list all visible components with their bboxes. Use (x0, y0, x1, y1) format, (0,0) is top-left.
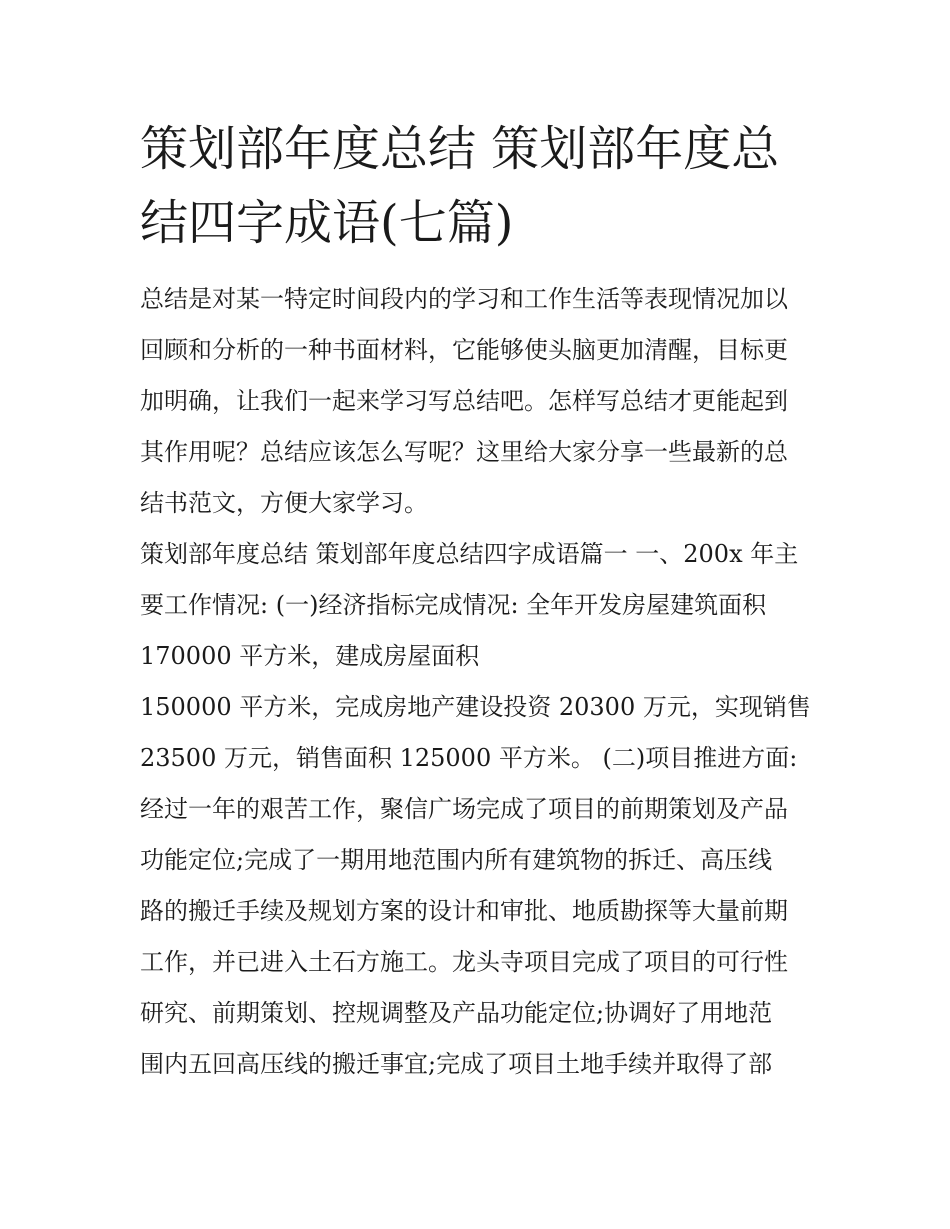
body-line: 结书范文，方便大家学习。 (140, 489, 428, 517)
title-line-1: 策划部年度总结 策划部年度总 (140, 121, 780, 177)
body-line: 回顾和分析的一种书面材料，它能够使头脑更加清醒，目标更 (140, 336, 788, 364)
body-line: 150000 平方米，完成房地产建设投资 20300 万元，实现销售 (140, 693, 811, 721)
body-line: 研究、前期策划、控规调整及产品功能定位;协调好了用地范 (140, 999, 773, 1027)
body-line: 要工作情况: (一)经济指标完成情况: 全年开发房屋建筑面积 (140, 591, 767, 619)
body-line: 23500 万元，销售面积 125000 平方米。 (二)项目推进方面: (140, 744, 798, 772)
body-line: 170000 平方米，建成房屋面积 (140, 642, 480, 670)
body-line: 总结是对某一特定时间段内的学习和工作生活等表现情况加以 (140, 285, 788, 313)
body-line: 路的搬迁手续及规划方案的设计和审批、地质勘探等大量前期 (140, 897, 788, 925)
title-line-2: 结四字成语(七篇) (140, 195, 514, 251)
body-line: 其作用呢？总结应该怎么写呢？这里给大家分享一些最新的总 (140, 438, 788, 466)
body-line: 围内五回高压线的搬迁事宜;完成了项目土地手续并取得了部 (140, 1050, 773, 1078)
body-line: 加明确，让我们一起来学习写总结吧。怎样写总结才更能起到 (140, 387, 788, 415)
body-line: 经过一年的艰苦工作，聚信广场完成了项目的前期策划及产品 (140, 795, 788, 823)
document-page (140, 112, 812, 1090)
document-title (140, 112, 812, 260)
body-line: 策划部年度总结 策划部年度总结四字成语篇一 一、200x 年主 (140, 540, 799, 568)
body-line: 功能定位;完成了一期用地范围内所有建筑物的拆迁、高压线 (140, 846, 773, 874)
document-body (140, 274, 812, 1090)
body-line: 工作，并已进入土石方施工。龙头寺项目完成了项目的可行性 (140, 948, 788, 976)
